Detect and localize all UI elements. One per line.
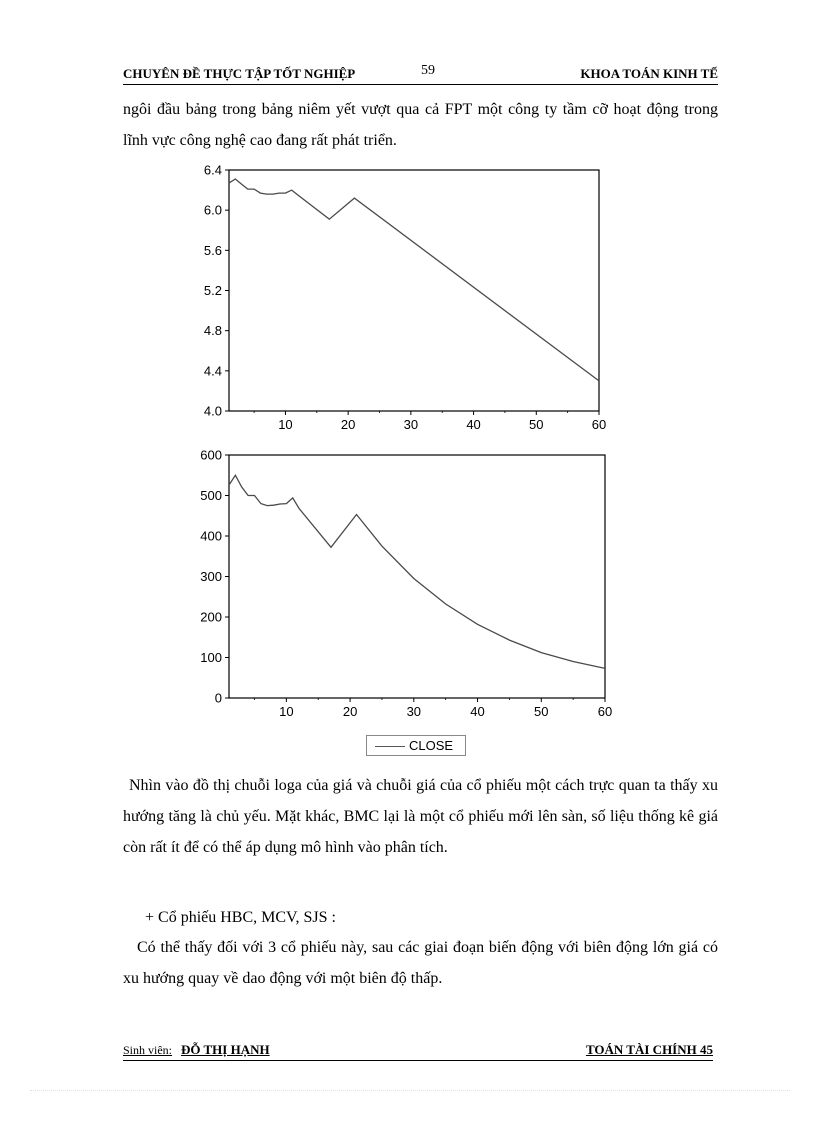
legend-label: CLOSE [409, 738, 454, 753]
log-chart-y-tick-label: 6.4 [203, 162, 222, 178]
analysis-paragraph: Nhìn vào đồ thị chuỗi loga của giá và chuỗi giá của cổ phiếu một cách trực quan ta thấy xu hướng tăng là chủ yếu. Mặt khác, BMC lại là một cổ phiếu mới lên sàn, số liệu thống kê giá còn rất ít để có thể áp dụng mô hình vào phân tích. [123, 777, 718, 856]
log-chart-x-tick-label: 10 [278, 417, 293, 432]
stocks-heading: + Cổ phiếu HBC, MCV, SJS : [145, 909, 336, 926]
close-chart-x-tick-label: 30 [406, 704, 422, 719]
close-chart-x-tick-label: 60 [597, 704, 613, 719]
log-chart-y-tick-label: 4.0 [203, 403, 222, 419]
page-number: 59 [421, 63, 435, 78]
log-chart-x-tick-label: 50 [529, 417, 544, 432]
log-chart-x-tick-label: 60 [591, 417, 607, 432]
log-chart-y-tick-label: 4.4 [203, 363, 222, 379]
log-chart-y-tick-label: 4.8 [203, 323, 222, 339]
legend-line-swatch [375, 746, 405, 747]
log-chart-y-tick-label: 6.0 [203, 202, 222, 218]
close-chart-x-tick-label: 40 [470, 704, 485, 719]
close-chart-y-tick-label: 0 [214, 690, 222, 706]
close-chart-x-tick-label: 10 [279, 704, 294, 719]
close-chart-plot-frame [229, 455, 605, 698]
intro-paragraph: ngôi đầu bảng trong bảng niêm yết vượt qua cả FPT một công ty tầm cỡ hoạt động trong lĩnh vực công nghệ cao đang rất phát triển. [123, 101, 718, 149]
close-chart-y-tick-label: 400 [200, 528, 222, 544]
log-chart-y-tick-label: 5.2 [203, 283, 222, 298]
close-chart-y-tick-label: 100 [200, 650, 222, 665]
conclusion-paragraph: Có thể thấy đối với 3 cổ phiếu này, sau các giai đoạn biến động với biên động lớn giá có xu hướng quay về dao động với một biên độ thấp. [123, 939, 718, 987]
header-left-title: CHUYÊN ĐỀ THỰC TẬP TỐT NGHIỆP [123, 66, 356, 81]
log-chart-x-tick-label: 20 [340, 417, 356, 432]
close-chart-y-tick-label: 200 [200, 609, 222, 625]
footer-student-label: Sinh viên: [123, 1043, 173, 1057]
chart-legend [366, 735, 466, 756]
close-chart-y-tick-label: 500 [200, 488, 222, 503]
header-right-title: KHOA TOÁN KINH TẾ [580, 66, 718, 81]
close-chart-x-tick-label: 50 [534, 704, 549, 719]
footer-student-name: ĐỖ THỊ HẠNH [181, 1042, 270, 1057]
log-chart-x-tick-label: 40 [466, 417, 481, 432]
close-chart-x-tick-label: 20 [342, 704, 358, 719]
page-footer [123, 1040, 713, 1061]
page-bottom-edge [30, 1090, 790, 1091]
close-chart-y-tick-label: 600 [200, 447, 222, 463]
close-chart-y-tick-label: 300 [200, 569, 222, 584]
footer-class-name: TOÁN TÀI CHÍNH 45 [585, 1042, 713, 1057]
log-chart-y-tick-label: 5.6 [203, 242, 222, 258]
log-chart-x-tick-label: 30 [403, 417, 419, 432]
